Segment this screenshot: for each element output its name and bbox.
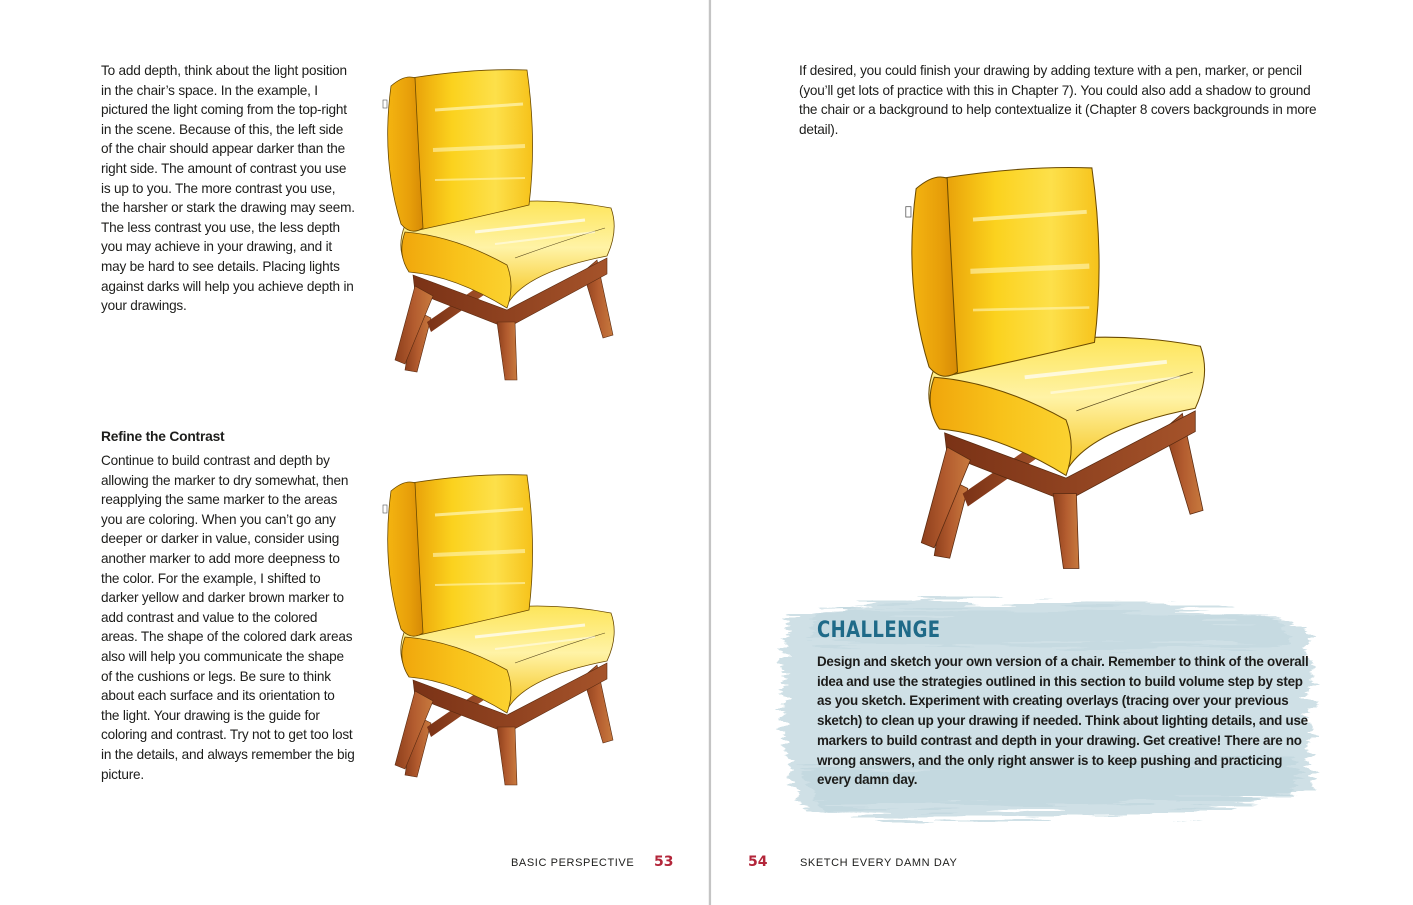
right-page: [712, 0, 1413, 905]
chair-illustration-final: [892, 155, 1222, 575]
challenge-heading: CHALLENGE: [817, 618, 941, 643]
finishing-paragraph: If desired, you could finish your drawing by adding texture with a pen, marker, or pencil (you’ll get lots of practice with this in Chapter 7). You could also add a shadow to ground the chair or a background to help contextualize it (Chapter 8 covers backgrounds in more detail).: [799, 63, 1317, 137]
page-number-right: 54: [748, 854, 768, 870]
running-footer-right: SKETCH EVERY DAMN DAY: [800, 857, 958, 869]
refine-contrast-paragraph: Continue to build contrast and depth by allowing the marker to dry somewhat, then reapplying the same marker to the areas you are coloring. When you can’t go any deeper or darker in value, consider using another marker to add more deepness to the color. For the example, I shifted to darker yellow and darker brown marker to add contrast and value to the colored areas. The shape of the colored dark areas also will help you communicate the shape of the cushions or legs. Be sure to think about each surface and its orientation to the light. Your drawing is the guide for coloring and contrast. Try not to get too lost in the details, and always remember the big picture.: [101, 453, 355, 782]
challenge-box: [760, 588, 1320, 828]
section-subheading: Refine the Contrast: [101, 429, 225, 444]
intro-paragraph: To add depth, think about the light position in the chair’s space. In the example, I pictured the light coming from the top-right in the scene. Because of this, the left side of the chair should appear darker than the right side. The amount of contrast you use is up to you. The more contrast you use, the harsher or stark the drawing may seem. The less contrast you use, the less depth you may achieve in your drawing, and it may be hard to see details. Placing lights against darks will help you achieve depth in your drawings.: [101, 63, 355, 314]
running-footer-left: BASIC PERSPECTIVE: [511, 857, 635, 869]
chair-illustration-1: [375, 60, 625, 385]
chair-illustration-2: [375, 465, 625, 790]
challenge-text: Design and sketch your own version of a chair. Remember to think of the overall idea and use the strategies outlined in this section to build volume step by step as you sketch. Experiment with creating overlays (tracing over your previous sketch) to clean up your drawing if needed. Think about lighting details, and use markers to build contrast and depth in your drawing. Get creative! There are no wrong answers, and the only right answer is to keep pushing and practicing every damn day.: [817, 654, 1309, 788]
page-number-left: 53: [654, 854, 674, 870]
